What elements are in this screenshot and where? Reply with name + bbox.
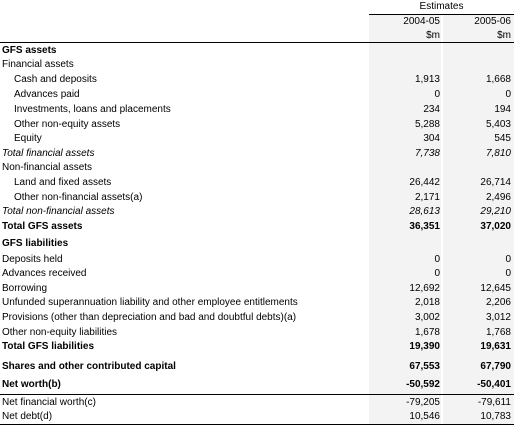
row-label: Provisions (other than depreciation and bad and doubtful debts)(a) bbox=[2, 312, 297, 323]
value-2004-05: 28,613 bbox=[409, 206, 440, 217]
value-2004-05: 5,288 bbox=[414, 119, 440, 130]
table-row bbox=[0, 396, 514, 410]
col2-unit: $m bbox=[497, 30, 511, 41]
col2-year: 2005-06 bbox=[474, 16, 511, 27]
table-row bbox=[0, 360, 514, 374]
value-2004-05: 3,002 bbox=[414, 312, 440, 323]
value-2005-06: 0 bbox=[505, 254, 511, 265]
value-2005-06: 545 bbox=[494, 133, 511, 144]
row-label: Advances paid bbox=[14, 89, 80, 100]
table-row bbox=[0, 161, 514, 175]
value-2005-06: 2,206 bbox=[485, 297, 511, 308]
value-2005-06: 67,790 bbox=[480, 361, 511, 372]
value-2004-05: 7,738 bbox=[414, 148, 440, 159]
row-label: Unfunded superannuation liability and other employee entitlements bbox=[2, 297, 298, 308]
table-row bbox=[0, 44, 514, 58]
row-label: Advances received bbox=[2, 268, 87, 279]
value-2005-06: -50,401 bbox=[477, 379, 511, 390]
row-label: Other non-financial assets(a) bbox=[14, 192, 143, 203]
value-2005-06: -79,611 bbox=[477, 397, 511, 408]
table-row bbox=[0, 253, 514, 267]
row-label: Total financial assets bbox=[2, 148, 95, 159]
value-2004-05: 1,678 bbox=[414, 327, 440, 338]
table-row bbox=[0, 191, 514, 205]
value-2004-05: 0 bbox=[434, 89, 440, 100]
row-label: Deposits held bbox=[2, 254, 63, 265]
value-2005-06: 2,496 bbox=[485, 192, 511, 203]
table-row bbox=[0, 410, 514, 424]
value-2005-06: 12,645 bbox=[480, 283, 511, 294]
table-row bbox=[0, 237, 514, 251]
row-label: Total non-financial assets bbox=[2, 206, 115, 217]
table-row bbox=[0, 58, 514, 72]
value-2004-05: 26,442 bbox=[409, 177, 440, 188]
table-row bbox=[0, 378, 514, 392]
value-2004-05: -50,592 bbox=[406, 379, 440, 390]
row-label: GFS assets bbox=[2, 45, 57, 56]
value-2004-05: 36,351 bbox=[409, 221, 440, 232]
table-row bbox=[0, 267, 514, 281]
col1-unit: $m bbox=[426, 30, 440, 41]
value-2005-06: 0 bbox=[505, 89, 511, 100]
row-label: GFS liabilities bbox=[2, 238, 69, 249]
table-row bbox=[0, 311, 514, 325]
value-2004-05: 2,018 bbox=[414, 297, 440, 308]
value-2005-06: 3,012 bbox=[485, 312, 511, 323]
row-label: Shares and other contributed capital bbox=[2, 361, 176, 372]
row-label: Land and fixed assets bbox=[14, 177, 112, 188]
row-label: Net debt(d) bbox=[2, 411, 53, 422]
row-label: Other non-equity liabilities bbox=[2, 327, 118, 338]
value-2005-06: 1,768 bbox=[485, 327, 511, 338]
row-label: Financial assets bbox=[2, 59, 74, 70]
row-label: Net worth(b) bbox=[2, 379, 61, 390]
table-row bbox=[0, 340, 514, 354]
estimates-header: Estimates bbox=[419, 1, 464, 12]
value-2005-06: 29,210 bbox=[480, 206, 511, 217]
header-bottom-rule bbox=[0, 42, 514, 43]
row-label: Net financial worth(c) bbox=[2, 397, 96, 408]
row-label: Total GFS liabilities bbox=[2, 341, 95, 352]
value-2004-05: -79,205 bbox=[406, 397, 440, 408]
row-label: Total GFS assets bbox=[2, 221, 83, 232]
value-2005-06: 0 bbox=[505, 268, 511, 279]
table-row bbox=[0, 103, 514, 117]
value-2005-06: 37,020 bbox=[480, 221, 511, 232]
value-2004-05: 0 bbox=[434, 268, 440, 279]
net-worth-rule bbox=[0, 394, 514, 395]
table-row bbox=[0, 205, 514, 219]
value-2005-06: 19,631 bbox=[480, 341, 511, 352]
value-2005-06: 10,783 bbox=[480, 411, 511, 422]
value-2004-05: 2,171 bbox=[414, 192, 440, 203]
table-row bbox=[0, 88, 514, 102]
table-row bbox=[0, 296, 514, 310]
value-2005-06: 194 bbox=[494, 104, 511, 115]
row-label: Other non-equity assets bbox=[14, 119, 121, 130]
row-label: Borrowing bbox=[2, 283, 48, 294]
value-2004-05: 234 bbox=[423, 104, 440, 115]
row-label: Investments, loans and placements bbox=[14, 104, 171, 115]
value-2004-05: 0 bbox=[434, 254, 440, 265]
col1-year: 2004-05 bbox=[403, 16, 440, 27]
value-2005-06: 7,810 bbox=[485, 148, 511, 159]
row-label: Equity bbox=[14, 133, 42, 144]
table-row bbox=[0, 147, 514, 161]
estimates-rule bbox=[369, 14, 514, 15]
value-2004-05: 304 bbox=[423, 133, 440, 144]
value-2005-06: 26,714 bbox=[480, 177, 511, 188]
value-2004-05: 67,553 bbox=[409, 361, 440, 372]
row-label: Non-financial assets bbox=[2, 162, 93, 173]
value-2004-05: 12,692 bbox=[409, 283, 440, 294]
value-2004-05: 1,913 bbox=[414, 74, 440, 85]
row-label: Cash and deposits bbox=[14, 74, 97, 85]
table-row bbox=[0, 132, 514, 146]
table-row bbox=[0, 220, 514, 234]
table-row bbox=[0, 176, 514, 190]
table-row bbox=[0, 118, 514, 132]
value-2005-06: 5,403 bbox=[485, 119, 511, 130]
value-2004-05: 19,390 bbox=[409, 341, 440, 352]
value-2004-05: 10,546 bbox=[409, 411, 440, 422]
table-row bbox=[0, 282, 514, 296]
value-2005-06: 1,668 bbox=[485, 74, 511, 85]
table-row bbox=[0, 326, 514, 340]
table-row bbox=[0, 73, 514, 87]
